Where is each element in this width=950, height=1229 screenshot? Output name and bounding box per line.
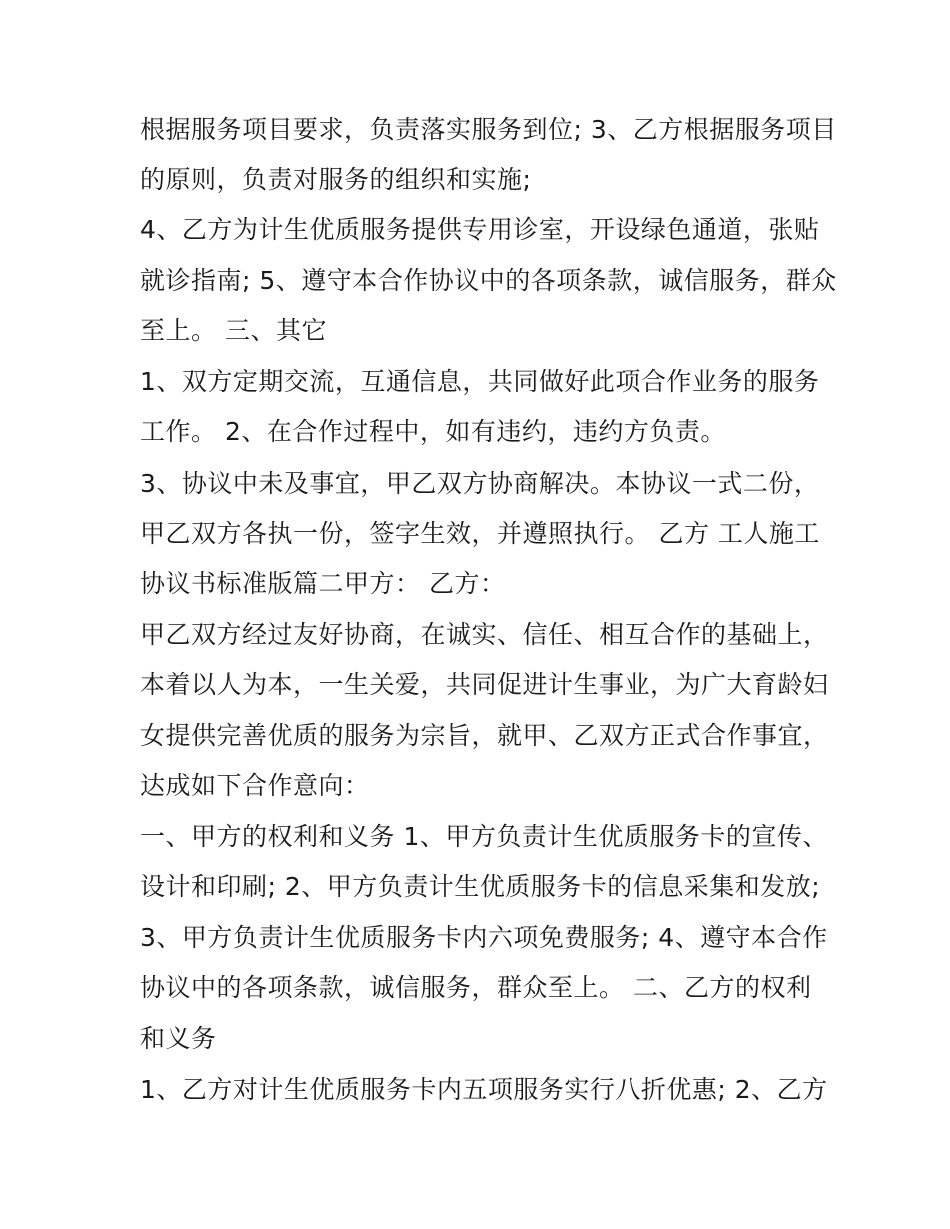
text-line: 本着以人为本，一生关爱，共同促进计生事业，为广大育龄妇 <box>140 670 829 699</box>
text-line: 的原则，负责对服务的组织和实施; <box>140 165 532 194</box>
text-line: 4、乙方为计生优质服务提供专用诊室，开设绿色通道，张贴 <box>140 215 820 244</box>
text-line: 至上。 三、其它 <box>140 316 327 345</box>
text-line: 设计和印刷; 2、甲方负责计生优质服务卡的信息采集和发放; <box>140 872 821 901</box>
text-line: 3、协议中未及事宜，甲乙双方协商解决。本协议一式二份， <box>140 469 820 498</box>
text-line: 1、乙方对计生优质服务卡内五项服务实行八折优惠; 2、乙方 <box>140 1075 828 1104</box>
text-line: 协议书标准版篇二甲方： 乙方： <box>140 569 506 598</box>
text-line: 工作。 2、在合作过程中，如有违约，违约方负责。 <box>140 417 726 446</box>
text-line: 协议中的各项条款，诚信服务，群众至上。 二、乙方的权利 <box>140 973 812 1002</box>
text-line: 1、双方定期交流，互通信息，共同做好此项合作业务的服务 <box>140 367 820 396</box>
text-line: 女提供完善优质的服务为宗旨，就甲、乙双方正式合作事宜， <box>140 721 829 750</box>
text-line: 甲乙双方经过友好协商，在诚实、信任、相互合作的基础上， <box>140 620 829 649</box>
text-line: 甲乙双方各执一份，签字生效，并遵照执行。 乙方 工人施工 <box>140 519 820 548</box>
text-line: 和义务 <box>140 1024 217 1053</box>
text-line: 达成如下合作意向： <box>140 771 370 800</box>
text-line: 就诊指南; 5、遵守本合作协议中的各项条款，诚信服务，群众 <box>140 266 837 295</box>
text-line: 3、甲方负责计生优质服务卡内六项免费服务; 4、遵守本合作 <box>140 923 828 952</box>
text-line: 一、甲方的权利和义务 1、甲方负责计生优质服务卡的宣传、 <box>140 822 828 851</box>
text-line: 根据服务项目要求，负责落实服务到位; 3、乙方根据服务项目 <box>140 115 837 144</box>
